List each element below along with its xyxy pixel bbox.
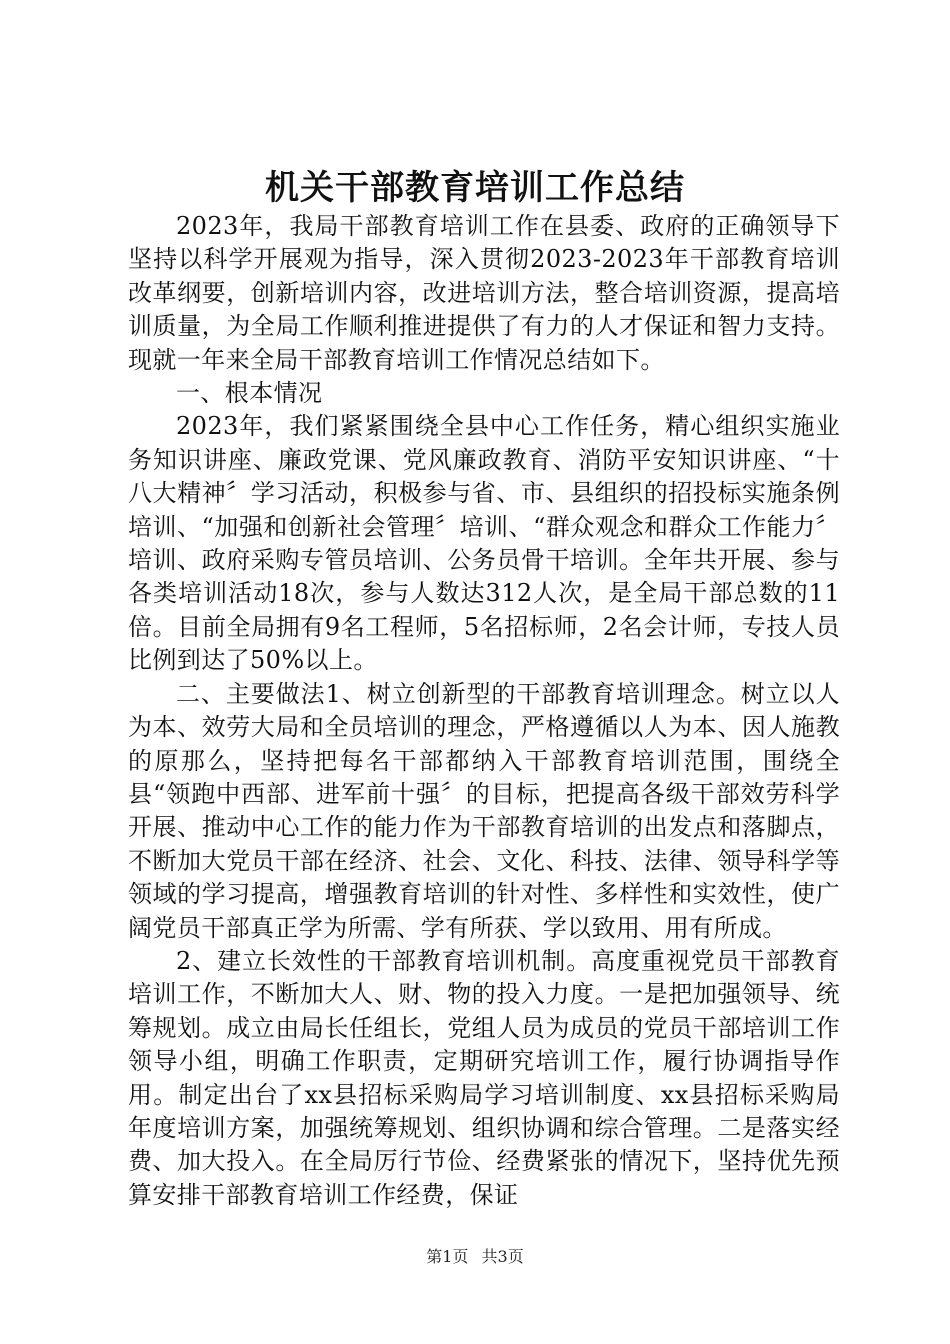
page-footer (0, 1244, 950, 1267)
document-title: 机关干部教育培训工作总结 (265, 168, 685, 208)
page-number: 第1页 (426, 1247, 469, 1266)
page-total: 共3页 (481, 1247, 524, 1266)
paragraph-basic-situation: 2023年，我们紧紧围绕全县中心工作任务，精心组织实施业务知识讲座、廉政党课、党风廉政教育、消防平安知识讲座、“十八大精神〞学习活动，积极参与省、市、县组织的招投标实施条例培训、“加强和创新社会管理〞培训、“群众观念和群众工作能力〞培训、政府采购专管员培训、公务员骨干培训。全年共开展、参与各类培训活动18次，参与人数达312人次，是全局干部总数的11倍。目前全局拥有9名工程师，5名招标师，2名会计师，专技人员比例到达了50%以上。 (128, 412, 840, 675)
document-body (128, 210, 840, 1212)
paragraph-main-practices: 二、主要做法1、树立创新型的干部教育培训理念。树立以人为本、效劳大局和全员培训的理念，严格遵循以人为本、因人施教的原那么，坚持把每名干部都纳入干部教育培训范围，围绕全县“领跑中西部、进军前十强〞的目标，把提高各级干部效劳科学开展、推动中心工作的能力作为干部教育培训的出发点和落脚点，不断加大党员干部在经济、社会、文化、科技、法律、领导科学等领域的学习提高，增强教育培训的针对性、多样性和实效性，使广阔党员干部真正学为所需、学有所获、学以致用、用有所成。 (128, 679, 840, 942)
paragraph-mechanism: 2、建立长效性的干部教育培训机制。高度重视党员干部教育培训工作，不断加大人、财、物的投入力度。一是把加强领导、统筹规划。成立由局长任组长，党组人员为成员的党员干部培训工作领导小组，明确工作职责，定期研究培训工作，履行协调指导作用。制定出台了xx县招标采购局学习培训制度、xx县招标采购局年度培训方案，加强统筹规划、组织协调和综合管理。二是落实经费、加大投入。在全局厉行节俭、经费紧张的情况下，坚持优先预算安排干部教育培训工作经费，保证 (128, 946, 840, 1209)
paragraph-intro: 2023年，我局干部教育培训工作在县委、政府的正确领导下坚持以科学开展观为指导，深入贯彻2023-2023年干部教育培训改革纲要，创新培训内容，改进培训方法，整合培训资源，提高培训质量，为全局工作顺利推进提供了有力的人才保证和智力支持。现就一年来全局干部教育培训工作情况总结如下。 (128, 212, 840, 374)
section-heading-basic-situation: 一、根本情况 (176, 379, 323, 408)
